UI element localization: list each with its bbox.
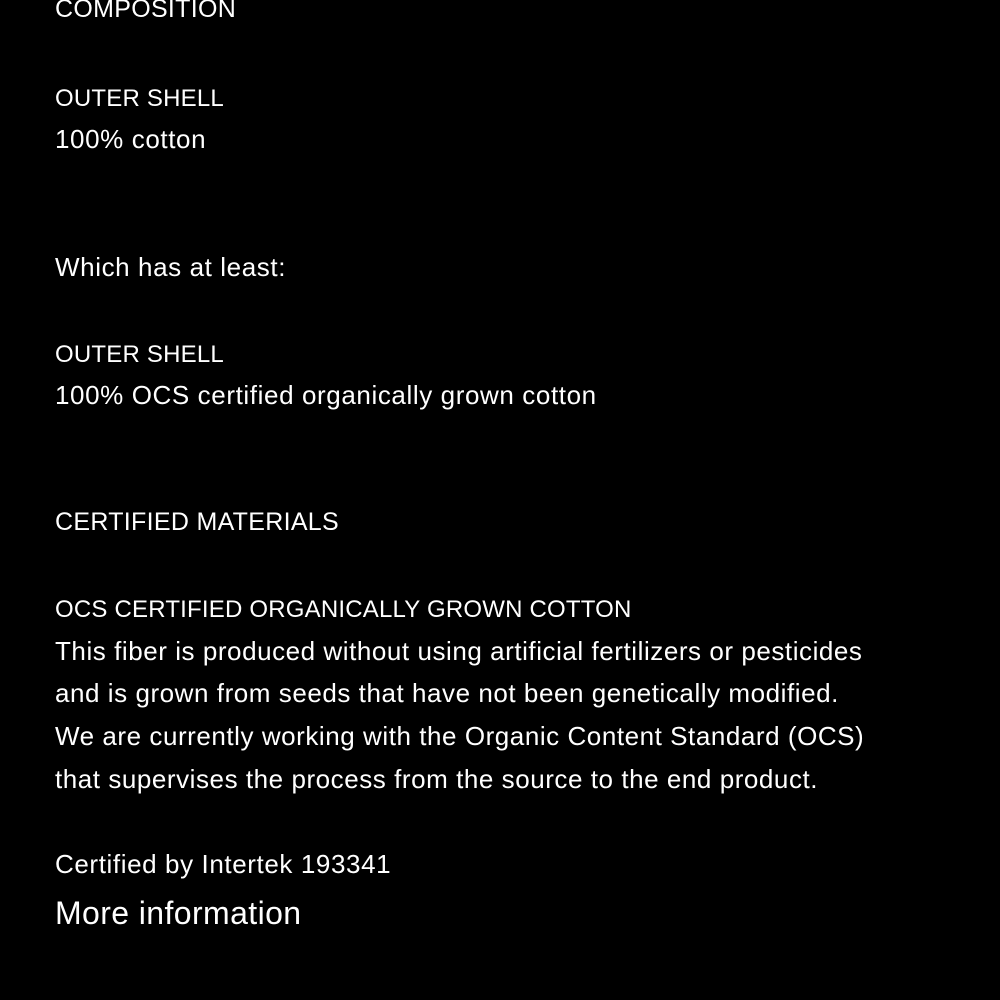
material-description-line: We are currently working with the Organic Content Standard (OCS) [55,721,865,751]
material-description-line: and is grown from seeds that have not been genetically modified. [55,678,839,708]
outer-shell-value: 100% cotton [55,124,207,154]
material-description-line: that supervises the process from the source to the end product. [55,764,819,794]
outer-shell-label: OUTER SHELL [55,85,224,112]
certified-by-text: Certified by Intertek 193341 [55,849,392,879]
more-information-link[interactable]: More information [55,895,302,931]
material-description-line: This fiber is produced without using artificial fertilizers or pesticides [55,636,863,666]
composition-heading: COMPOSITION [55,0,237,23]
outer-shell-certified-value: 100% OCS certified organically grown cotton [55,380,597,410]
material-name: OCS CERTIFIED ORGANICALLY GROWN COTTON [55,596,632,623]
which-has-at-least-text: Which has at least: [55,252,287,282]
certified-materials-heading: CERTIFIED MATERIALS [55,508,339,536]
outer-shell-label-certified: OUTER SHELL [55,341,224,368]
